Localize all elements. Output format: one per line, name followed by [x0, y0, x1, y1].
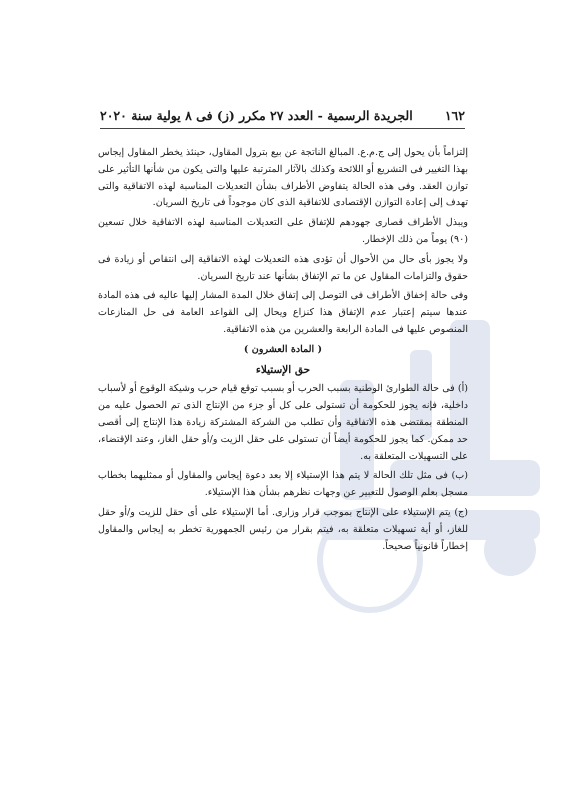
- document-body: [98, 145, 468, 558]
- page-header: [100, 104, 465, 126]
- clause: (ب) فى مثل تلك الحالة لا يتم هذا الإستيلاء إلا بعد دعوة إيجاس والمقاول أو ممثليهما بخطاب مسجل بعلم الوصول للتعبير عن وجهات نظرهم بشأن هذا الإستيلاء.: [98, 470, 468, 499]
- paragraph: ولا يجوز بأى حال من الأحوال أن تؤدى هذه التعديلات لهذه الاتفاقية إلى انتقاص أو زيادة فى حقوق والتزامات المقاول عن ما تم الإتفاق بشأنها عند تاريخ السريان.: [98, 253, 468, 282]
- page-number: ١٦٢: [444, 107, 465, 123]
- gazette-issue-title: الجريدة الرسمية - العدد ٢٧ مكرر (ز) فى ٨ يولية سنة ٢٠٢٠: [100, 107, 413, 123]
- article-number: ( المادة العشرون ): [243, 343, 323, 355]
- header-divider: [100, 128, 465, 129]
- paragraph: إلتزاماً بأن يحول إلى ج.م.ع. المبالغ الناتجة عن بيع بترول المقاول، حينئذ يخطر المقاول إيجاس بهذا التغيير فى التشريع أو اللائحة وكذلك بالآثار المترتبة عليها والتى يكون من شأنها التأثير على توازن العقد. وفى هذه الحالة يتفاوض الأطراف بشأن التعديلات المناسبة لهذه الاتفاقية والتى تهدف إلى إعادة التوازن الإقتصادى للاتفاقية الذى كان موجوداً فى تاريخ السريان.: [98, 147, 468, 209]
- clause: (أ) فى حالة الطوارئ الوطنية بسبب الحرب أو بسبب توقع قيام حرب وشيكة الوقوع أو لأسباب داخلية، فإنه يجوز للحكومة أن تستولى على كل أو جزء من الإنتاج الذى تم الحصول عليه من المنطقة بمقتضى هذه الاتفاقية وأن تطلب من الشركة المشتركة زيادة هذا الإنتاج إلى أقصى حد ممكن. كما يجوز للحكومة أيضاً أن تستولى على حقل الزيت و/أو حقل الغاز، وعند الإقتضاء، على التسهيلات المتعلقة به.: [98, 383, 468, 462]
- article-heading: حق الإستيلاء: [255, 363, 311, 376]
- clause: (ج) يتم الإستيلاء على الإنتاج بموجب قرار وزارى. أما الإستيلاء على أى حقل للزيت و/أو حقل للغاز، أو أية تسهيلات متعلقة به، فيتم بقرار من رئيس الجمهورية تخطر به إيجاس والمقاول إخطاراً قانونياً صحيحاً.: [98, 506, 468, 552]
- paragraph: وفى حالة إخفاق الأطراف فى التوصل إلى إتفاق خلال المدة المشار إليها عاليه فى هذه المادة عندها سيتم إعتبار عدم الإتفاق هذا كنزاع ويحال إلى القواعد العامة فى حل المنازعات المنصوص عليها فى المادة الرابعة والعشرين من هذه الاتفاقية.: [98, 290, 468, 335]
- paragraph: ويبذل الأطراف قصارى جهودهم للإتفاق على التعديلات المناسبة لهذه الاتفاقية خلال تسعين (٩٠) يوماً من ذلك الإخطار.: [98, 217, 468, 245]
